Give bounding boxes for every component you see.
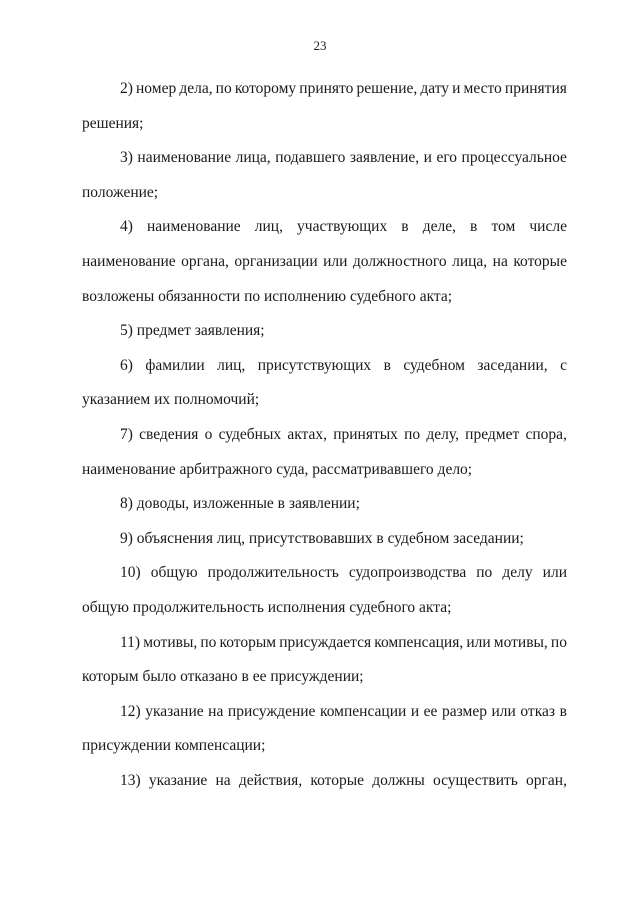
text-line: наименование органа, организации или должностного лица, на которые: [82, 252, 567, 270]
text-line: присуждении компенсации;: [82, 737, 266, 755]
text-line: 10) общую продолжительность судопроизводства по делу или: [120, 564, 567, 582]
list-item: [82, 210, 567, 314]
text-line: 11) мотивы, по которым присуждается компенсация, или мотивы, по: [120, 633, 567, 651]
text-line: 8) доводы, изложенные в заявлении;: [120, 495, 360, 513]
text-line: 3) наименование лица, подавшего заявление, и его процессуальное: [120, 149, 567, 167]
text-line: 7) сведения о судебных актах, принятых по делу, предмет спора,: [120, 425, 567, 443]
text-line: 9) объяснения лиц, присутствовавших в судебном заседании;: [120, 529, 524, 547]
page-number: 23: [313, 38, 327, 53]
text-line: 2) номер дела, по которому принято решение, дату и место принятия: [120, 80, 567, 97]
list-item: [82, 626, 567, 695]
list-item: [82, 141, 567, 210]
list-item: [82, 522, 567, 557]
text-line: 6) фамилии лиц, присутствующих в судебном заседании, с: [120, 356, 567, 374]
list-item: [82, 314, 567, 349]
list-item: [82, 418, 567, 487]
text-line: которым было отказано в ее присуждении;: [82, 668, 364, 686]
text-line: 4) наименование лиц, участвующих в деле, в том числе: [120, 218, 567, 236]
text-line: 12) указание на присуждение компенсации и ее размер или отказ в: [120, 702, 567, 720]
list-item: [82, 764, 567, 799]
list-item: [82, 349, 567, 418]
text-line: возложены обязанности по исполнению судебного акта;: [82, 287, 453, 305]
list-item: [82, 556, 567, 625]
text-line: общую продолжительность исполнения судебного акта;: [82, 598, 452, 616]
text-line: положение;: [82, 183, 159, 201]
list-item: [82, 72, 567, 141]
text-line: 13) указание на действия, которые должны осуществить орган,: [120, 771, 567, 789]
text-line: решения;: [82, 114, 144, 132]
list-item: [82, 695, 567, 764]
document-body: [82, 72, 567, 798]
list-item: [82, 487, 567, 522]
text-line: 5) предмет заявления;: [120, 322, 265, 340]
text-line: наименование арбитражного суда, рассматривавшего дело;: [82, 460, 473, 478]
text-line: указанием их полномочий;: [82, 391, 260, 409]
